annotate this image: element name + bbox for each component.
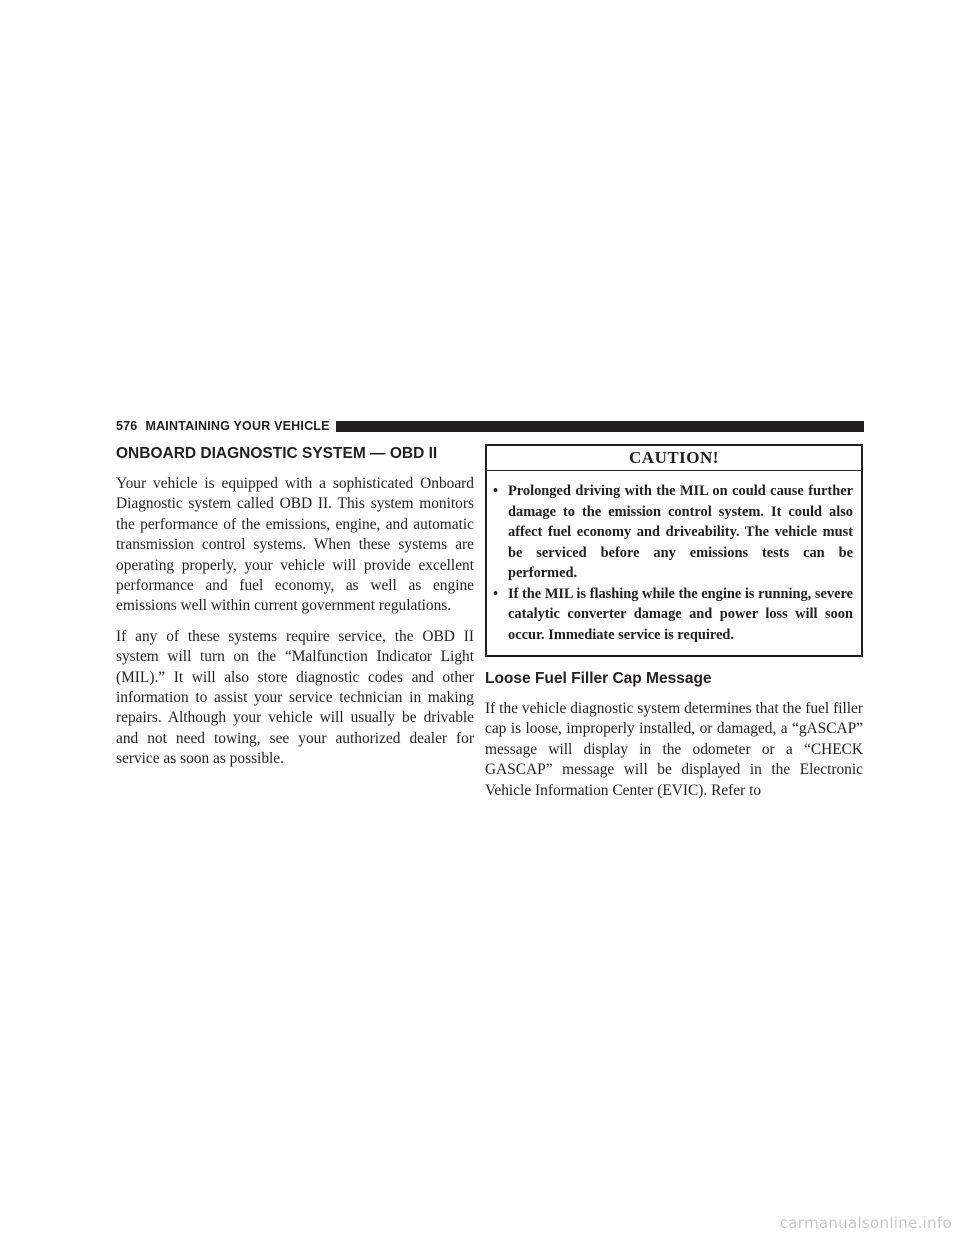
paragraph-gascap: If the vehicle diagnostic system determines that the fuel filler cap is loose, improperly installed, or damaged, a “gASCAP” message will display in the odometer or a “CHECK GASCAP” message will be displayed in the Electronic Vehicle Information Center (EVIC). Refer to — [485, 700, 863, 799]
bullet-icon: • — [493, 483, 499, 499]
section-heading: ONBOARD DIAGNOSTIC SYSTEM — OBD II — [116, 445, 438, 462]
paragraph-service: If any of these systems require service, the OBD II system will turn on the “Malfunction Indicator Light (MIL).” It will also store diagnostic codes and other information to assist your service technician in making repairs. Although your vehicle will usually be drivable and not need towing, see your authorized dealer for service as soon as possible. — [116, 627, 474, 768]
paragraph-intro: Your vehicle is equipped with a sophisticated Onboard Diagnostic system called OBD II. This system monitors the performance of the emissions, engine, and automatic transmission control systems. When these systems are operating properly, your vehicle will provide excellent performance and fuel economy, as well as engine emissions well within current government regulations. — [116, 475, 474, 615]
caution-item-text: If the MIL is flashing while the engine is running, severe catalytic converter damage and power loss will soon occur. Immediate service is required. — [508, 585, 853, 643]
caution-item — [493, 584, 853, 646]
right-column — [485, 444, 863, 811]
page-number: 576 — [116, 419, 138, 433]
caution-list — [487, 471, 861, 655]
caution-heading: CAUTION! — [487, 446, 861, 471]
left-column — [116, 444, 474, 780]
section-title-header: MAINTAINING YOUR VEHICLE — [145, 419, 330, 433]
caution-item — [493, 481, 853, 584]
caution-box — [485, 444, 863, 657]
page-header — [116, 418, 864, 434]
watermark: carmanualsonline.info — [779, 1214, 952, 1232]
caution-item-text: Prolonged driving with the MIL on could cause further damage to the emission control system. It could also affect fuel economy and driveability. The vehicle must be serviced before any emissions tests can be performed. — [508, 483, 853, 581]
bullet-icon: • — [493, 585, 499, 602]
header-rule — [336, 421, 864, 432]
subsection-heading: Loose Fuel Filler Cap Message — [485, 670, 712, 687]
